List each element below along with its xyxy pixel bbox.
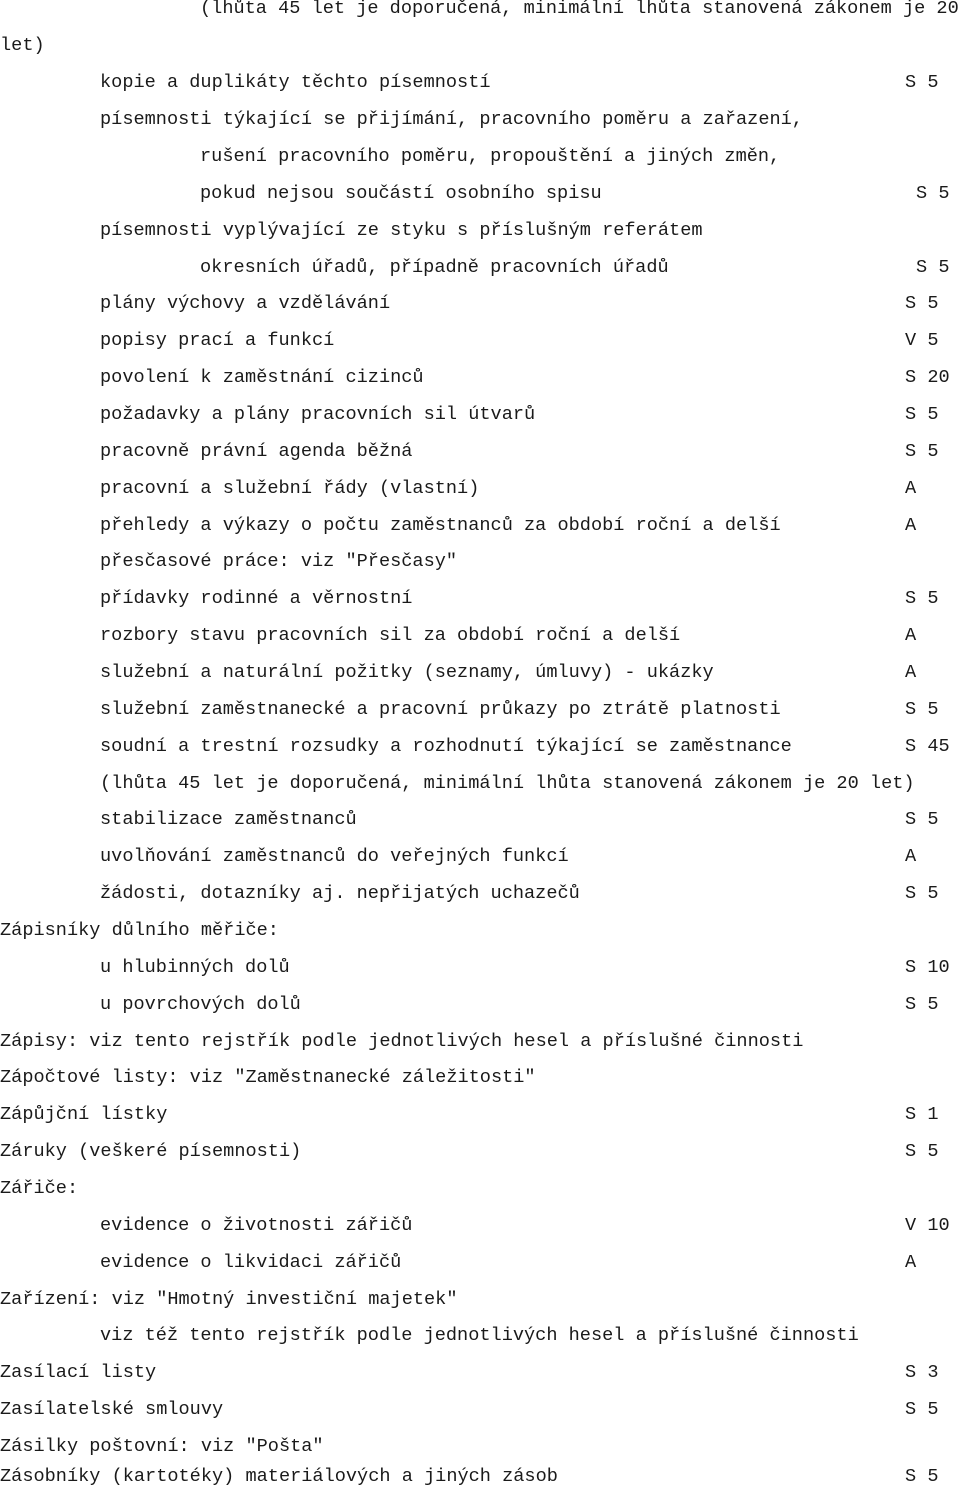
line-text: (lhůta 45 let je doporučená, minimální lhůta stanovená zákonem je 20 let) (100, 773, 915, 794)
line-text: rozbory stavu pracovních sil za období roční a delší (100, 625, 681, 646)
retention-code: A (905, 478, 917, 499)
line-text: uvolňování zaměstnanců do veřejných funkcí (100, 846, 569, 867)
retention-code: S 5 (905, 1466, 939, 1487)
line-text: evidence o životnosti zářičů (100, 1215, 413, 1236)
line-text: rušení pracovního poměru, propouštění a jiných změn, (200, 146, 781, 167)
line-text: okresních úřadů, případně pracovních úřadů (200, 257, 669, 278)
line-text: Zasílací listy (0, 1362, 157, 1383)
line-text: kopie a duplikáty těchto písemností (100, 72, 491, 93)
line-text: Zápisy: viz tento rejstřík podle jednotlivých hesel a příslušné činnosti (0, 1031, 804, 1052)
line-text: Záruky (veškeré písemnosti) (0, 1141, 302, 1162)
line-text: Zásilky poštovní: viz "Pošta" (0, 1436, 324, 1457)
retention-code: V 10 (905, 1215, 950, 1236)
line-text: přehledy a výkazy o počtu zaměstnanců za období roční a delší (100, 515, 781, 536)
line-text: pracovní a služební řády (vlastní) (100, 478, 480, 499)
line-text: (lhůta 45 let je doporučená, minimální lhůta stanovená zákonem je 20 (200, 0, 959, 19)
line-text: služební a naturální požitky (seznamy, úmluvy) - ukázky (100, 662, 714, 683)
line-text: Zápůjční lístky (0, 1104, 168, 1125)
retention-code: S 10 (905, 957, 950, 978)
line-text: viz též tento rejstřík podle jednotlivých hesel a příslušné činnosti (100, 1325, 859, 1346)
line-text: Zápisníky důlního měřiče: (0, 920, 279, 941)
line-text: povolení k zaměstnání cizinců (100, 367, 424, 388)
retention-code: S 5 (905, 588, 939, 609)
retention-code: A (905, 662, 917, 683)
retention-code: S 5 (916, 183, 950, 204)
line-text: Zářiče: (0, 1178, 79, 1199)
line-text: stabilizace zaměstnanců (100, 809, 357, 830)
line-text: přesčasové práce: viz "Přesčasy" (100, 551, 458, 572)
retention-code: S 3 (905, 1362, 939, 1383)
retention-code: A (905, 515, 917, 536)
retention-code: S 5 (905, 441, 939, 462)
retention-code: S 20 (905, 367, 950, 388)
retention-code: S 5 (905, 1399, 939, 1420)
retention-code: A (905, 625, 917, 646)
retention-code: S 5 (905, 699, 939, 720)
line-text: služební zaměstnanecké a pracovní průkazy po ztrátě platnosti (100, 699, 781, 720)
retention-code: S 5 (905, 404, 939, 425)
line-text: Zasílatelské smlouvy (0, 1399, 224, 1420)
retention-code: S 5 (905, 72, 939, 93)
retention-code: A (905, 1252, 917, 1273)
retention-code: A (905, 846, 917, 867)
line-text: písemnosti týkající se přijímání, pracovního poměru a zařazení, (100, 109, 803, 130)
retention-code: S 5 (905, 293, 939, 314)
line-text: pracovně právní agenda běžná (100, 441, 413, 462)
line-text: žádosti, dotazníky aj. nepřijatých uchazečů (100, 883, 580, 904)
retention-code: S 5 (905, 1141, 939, 1162)
line-text: Zařízení: viz "Hmotný investiční majetek" (0, 1289, 458, 1310)
line-text: evidence o likvidaci zářičů (100, 1252, 402, 1273)
line-text: Zápočtové listy: viz "Zaměstnanecké záležitosti" (0, 1067, 536, 1088)
line-text: přídavky rodinné a věrnostní (100, 588, 413, 609)
retention-code: V 5 (905, 330, 939, 351)
retention-code: S 5 (905, 809, 939, 830)
line-text: pokud nejsou součástí osobního spisu (200, 183, 602, 204)
retention-code: S 1 (905, 1104, 939, 1125)
line-text: let) (0, 35, 45, 56)
line-text: písemnosti vyplývající ze styku s příslušným referátem (100, 220, 703, 241)
retention-code: S 5 (905, 883, 939, 904)
retention-code: S 45 (905, 736, 950, 757)
retention-code: S 5 (916, 257, 950, 278)
line-text: Zásobníky (kartotéky) materiálových a jiných zásob (0, 1466, 558, 1487)
line-text: u hlubinných dolů (100, 957, 290, 978)
line-text: u povrchových dolů (100, 994, 301, 1015)
retention-code: S 5 (905, 994, 939, 1015)
line-text: soudní a trestní rozsudky a rozhodnutí týkající se zaměstnance (100, 736, 792, 757)
line-text: plány výchovy a vzdělávání (100, 293, 391, 314)
line-text: požadavky a plány pracovních sil útvarů (100, 404, 536, 425)
line-text: popisy prací a funkcí (100, 330, 335, 351)
